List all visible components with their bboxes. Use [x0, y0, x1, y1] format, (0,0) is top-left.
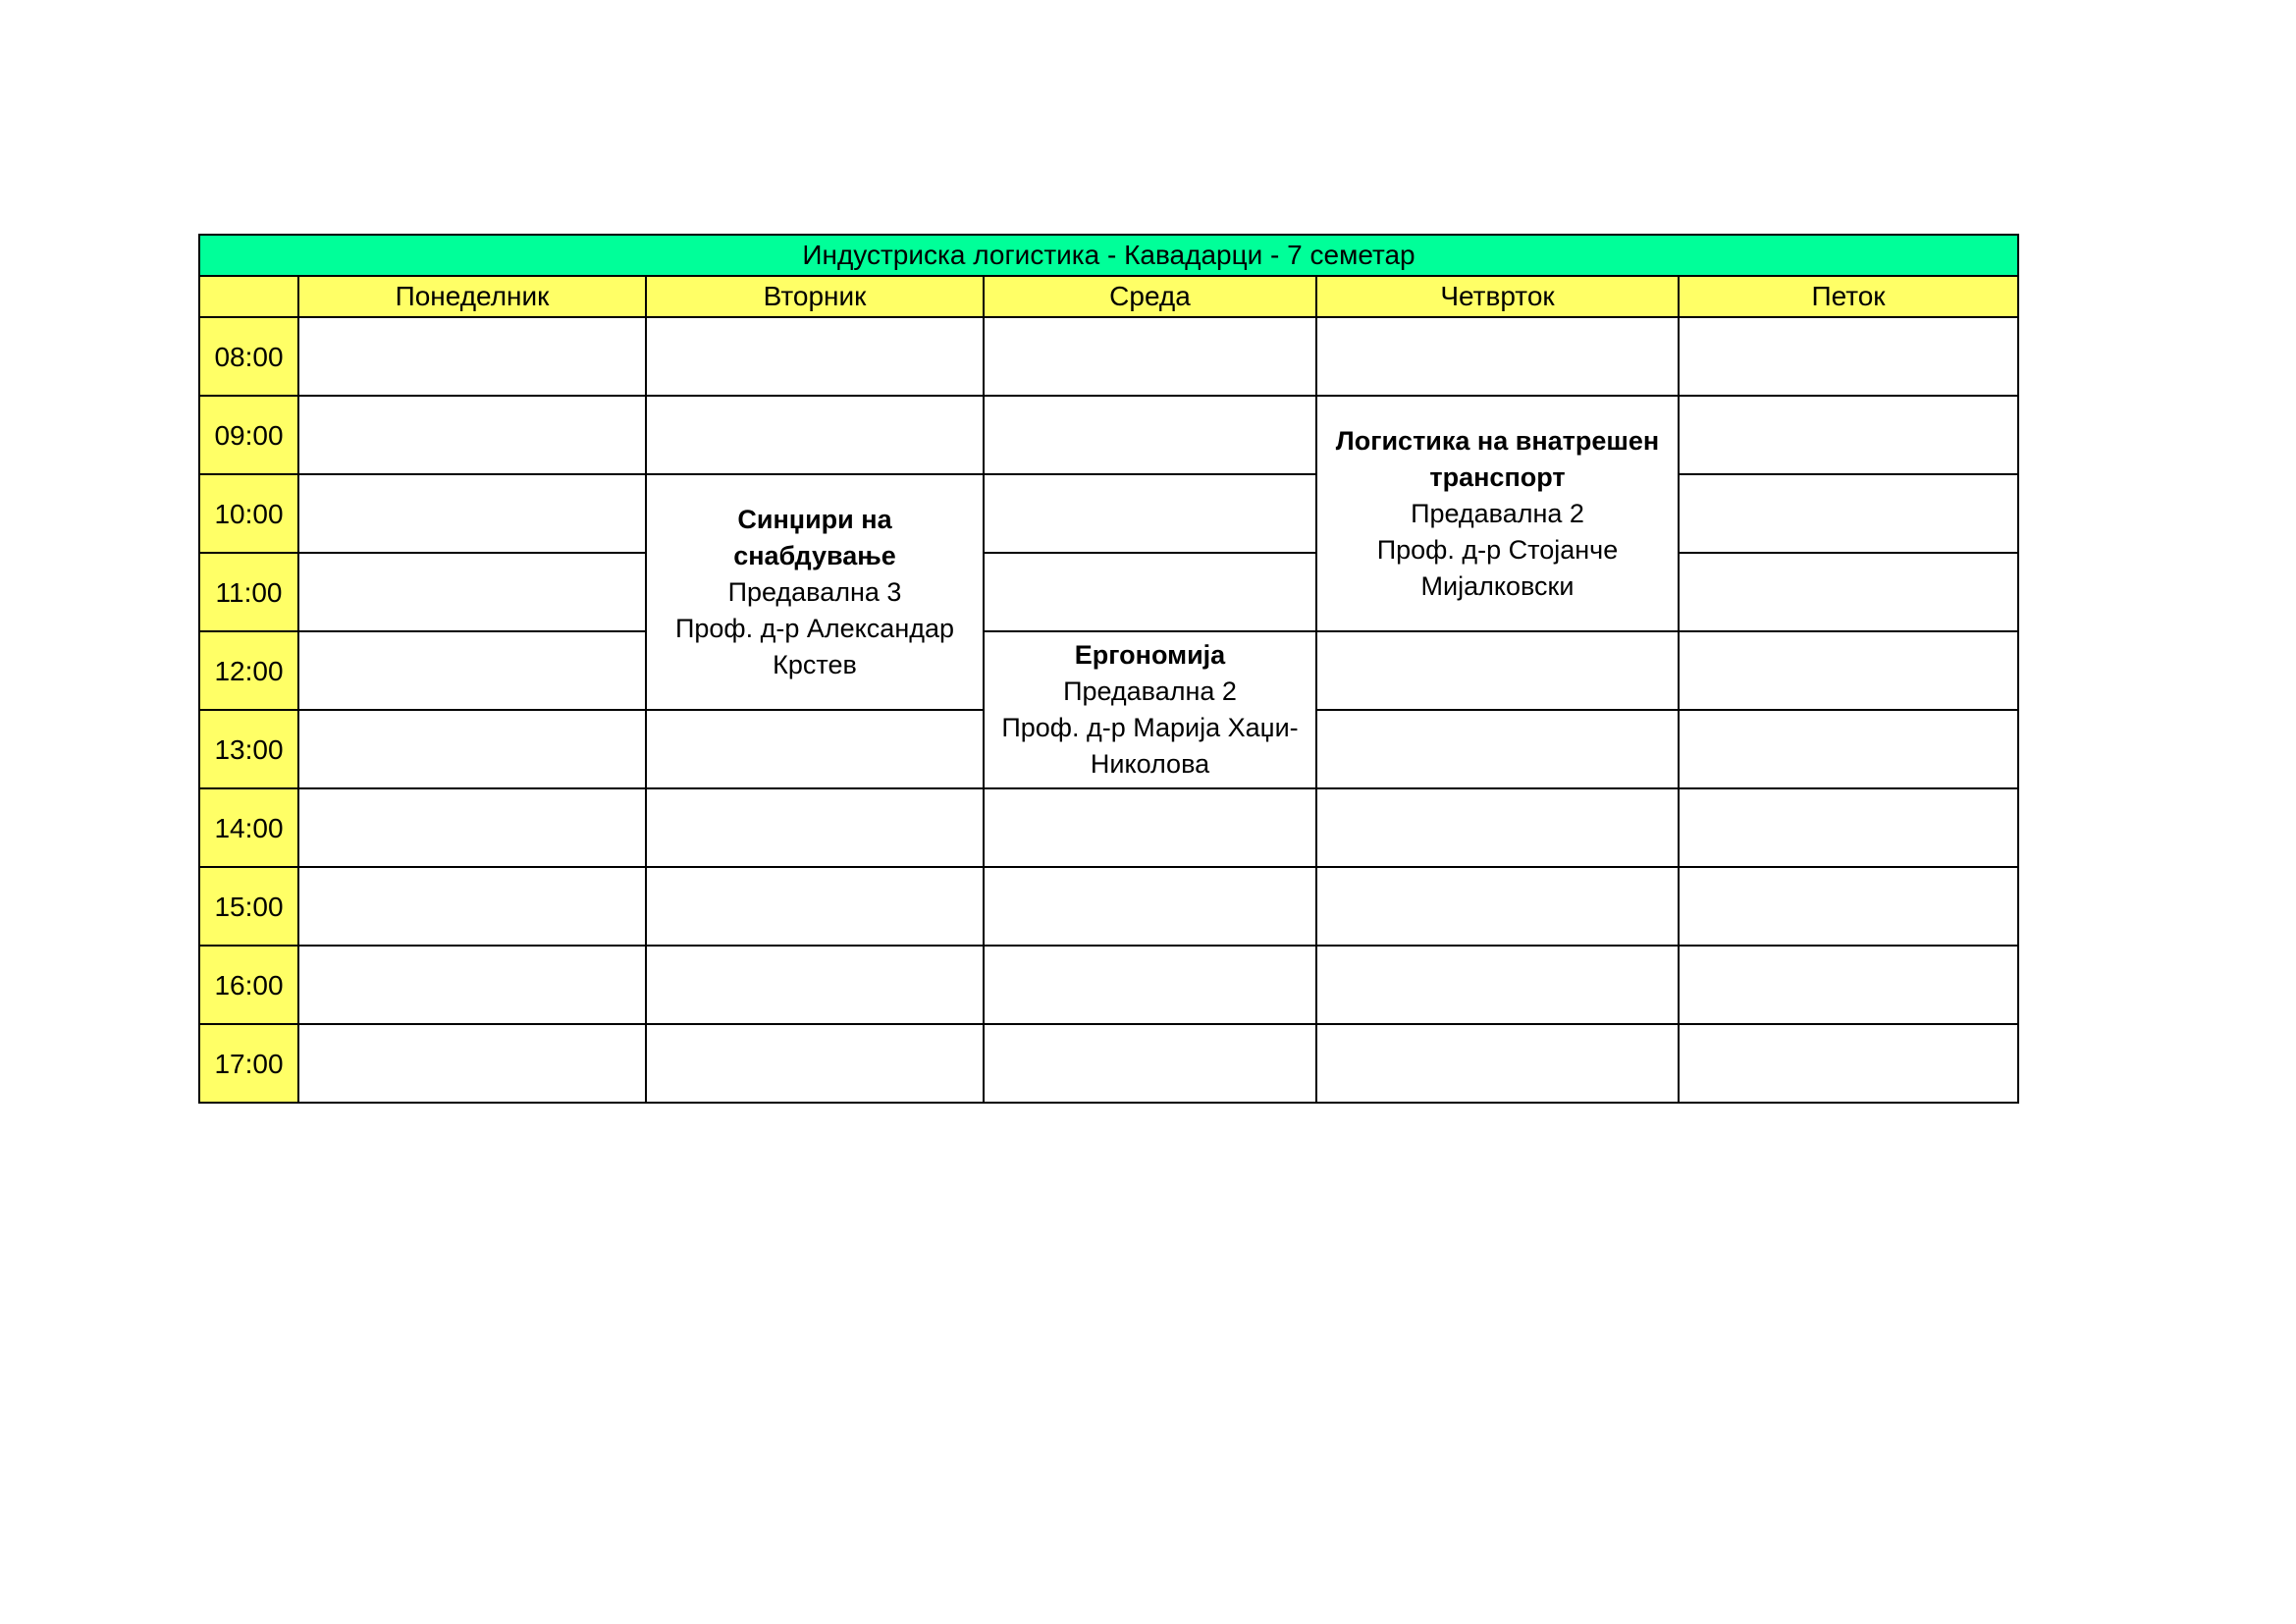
title-row [199, 235, 2018, 276]
empty-slot-monday [298, 631, 646, 710]
empty-slot-friday [1679, 396, 2018, 474]
empty-slot-friday [1679, 553, 2018, 631]
time-slot-row [199, 474, 2018, 553]
empty-slot-tuesday [646, 396, 984, 474]
empty-slot-monday [298, 1024, 646, 1103]
empty-slot-tuesday [646, 317, 984, 396]
lecture-lecturer: Проф. д-р Марија Хаџи-Николова [1001, 713, 1299, 779]
time-slot-row [199, 553, 2018, 631]
empty-slot-friday [1679, 867, 2018, 946]
empty-slot-thursday [1316, 1024, 1679, 1103]
time-label: 17:00 [199, 1024, 298, 1103]
lecture-cell-thursday [1316, 396, 1679, 631]
empty-slot-monday [298, 867, 646, 946]
empty-slot-monday [298, 474, 646, 553]
day-header-wednesday: Среда [984, 276, 1316, 317]
day-header-thursday: Четврток [1316, 276, 1679, 317]
empty-slot-friday [1679, 710, 2018, 788]
header-corner-cell [199, 276, 298, 317]
time-slot-row [199, 396, 2018, 474]
empty-slot-friday [1679, 1024, 2018, 1103]
empty-slot-monday [298, 317, 646, 396]
time-slot-row [199, 946, 2018, 1024]
lecture-cell-wednesday [984, 631, 1316, 788]
empty-slot-wednesday [984, 946, 1316, 1024]
empty-slot-wednesday [984, 788, 1316, 867]
empty-slot-friday [1679, 474, 2018, 553]
empty-slot-wednesday [984, 553, 1316, 631]
time-label: 12:00 [199, 631, 298, 710]
time-label: 08:00 [199, 317, 298, 396]
empty-slot-friday [1679, 631, 2018, 710]
time-label: 16:00 [199, 946, 298, 1024]
empty-slot-monday [298, 396, 646, 474]
empty-slot-wednesday [984, 474, 1316, 553]
empty-slot-tuesday [646, 788, 984, 867]
empty-slot-tuesday [646, 867, 984, 946]
lecture-room: Предавална 2 [1063, 677, 1237, 706]
empty-slot-thursday [1316, 317, 1679, 396]
empty-slot-monday [298, 710, 646, 788]
time-label: 15:00 [199, 867, 298, 946]
empty-slot-tuesday [646, 1024, 984, 1103]
empty-slot-wednesday [984, 317, 1316, 396]
lecture-course-name: Синџири на снабдување [733, 504, 896, 570]
time-label: 13:00 [199, 710, 298, 788]
timetable [198, 234, 2019, 1104]
time-slot-row [199, 631, 2018, 710]
empty-slot-wednesday [984, 1024, 1316, 1103]
lecture-room: Предавална 3 [727, 576, 902, 607]
time-label: 10:00 [199, 474, 298, 553]
empty-slot-tuesday [646, 710, 984, 788]
empty-slot-wednesday [984, 396, 1316, 474]
timetable-title: Индустриска логистика - Кавадарци - 7 семетар [199, 235, 2018, 276]
empty-slot-thursday [1316, 631, 1679, 710]
time-slot-row [199, 788, 2018, 867]
lecture-cell-tuesday [646, 474, 984, 710]
time-label: 11:00 [199, 553, 298, 631]
empty-slot-wednesday [984, 867, 1316, 946]
day-header-tuesday: Вторник [646, 276, 984, 317]
empty-slot-monday [298, 946, 646, 1024]
lecture-lecturer: Проф. д-р Стојанче Мијалковски [1376, 534, 1619, 601]
lecture-course-name: Логистика на внатрешен транспорт [1335, 425, 1660, 492]
day-header-monday: Понеделник [298, 276, 646, 317]
lecture-room: Предавална 2 [1411, 498, 1584, 528]
time-slot-row [199, 867, 2018, 946]
empty-slot-thursday [1316, 946, 1679, 1024]
empty-slot-monday [298, 553, 646, 631]
lecture-course-name: Ергономија [1074, 640, 1226, 670]
time-slot-row [199, 1024, 2018, 1103]
empty-slot-friday [1679, 946, 2018, 1024]
time-slot-row [199, 317, 2018, 396]
empty-slot-tuesday [646, 946, 984, 1024]
day-header-row [199, 276, 2018, 317]
lecture-lecturer: Проф. д-р Александар Крстев [674, 613, 955, 679]
time-label: 14:00 [199, 788, 298, 867]
empty-slot-thursday [1316, 788, 1679, 867]
empty-slot-friday [1679, 317, 2018, 396]
empty-slot-thursday [1316, 867, 1679, 946]
time-label: 09:00 [199, 396, 298, 474]
empty-slot-monday [298, 788, 646, 867]
empty-slot-friday [1679, 788, 2018, 867]
empty-slot-thursday [1316, 710, 1679, 788]
day-header-friday: Петок [1679, 276, 2018, 317]
